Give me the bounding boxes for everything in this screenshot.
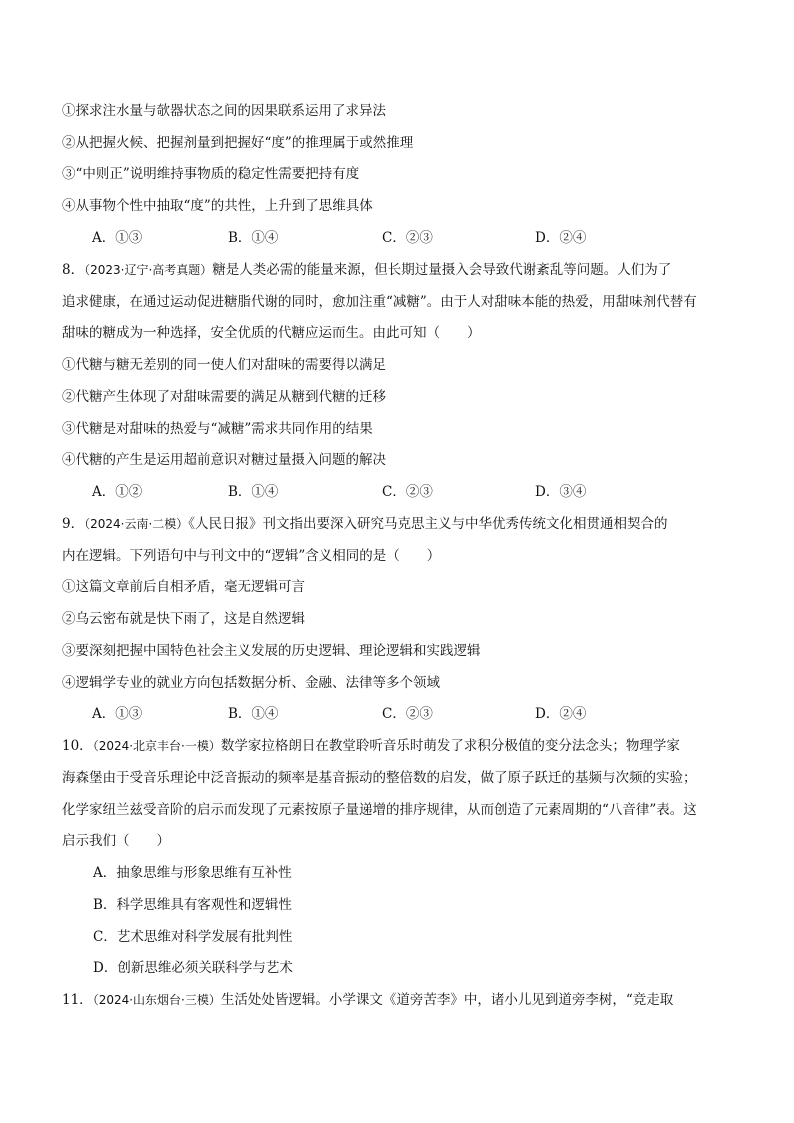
q9-stem-line-1 [62,514,742,534]
q7-statement-1: ①探求注水量与欹器状态之间的因果联系运用了求异法 [62,103,386,119]
q9-option-c: C．②③ [382,706,433,722]
q11-number: 11． [62,992,93,1008]
q10-choice-b: B．科学思维具有客观性和逻辑性 [93,897,292,913]
q8-source: （2023·辽宁·高考真题） [84,263,213,277]
q10-choice-a: A．抽象思维与形象思维有互补性 [93,865,292,881]
q9-option-a: A．①③ [92,706,143,722]
q9-option-b: B．①④ [228,706,279,722]
q9-statement-1: ①这篇文章前后自相矛盾，毫无逻辑可言 [62,579,305,595]
q8-statement-1: ①代糖与糖无差别的同一使人们对甜味的需要得以满足 [62,357,386,373]
q9-statement-4: ④逻辑学专业的就业方向包括数据分析、金融、法律等多个领域 [62,675,440,691]
q8-option-c: C．②③ [382,484,433,500]
q11-stem-text-1: 生活处处皆逻辑。小学课文《道旁苦李》中，诸小儿见到道旁李树，“竞走取 [220,992,674,1008]
q7-option-d: D．②④ [535,230,587,246]
q10-stem-line-3: 化学家纽兰兹受音阶的启示而发现了元素按原子量递增的排序规律，从而创造了元素周期的“八音律”表。这 [62,802,697,818]
q7-option-b: B．①④ [228,230,279,246]
q7-option-c: C．②③ [382,230,433,246]
q7-option-a: A．①③ [92,230,143,246]
q8-option-b: B．①④ [228,484,279,500]
q9-stem-line-2: 内在逻辑。下列语句中与刊文中的“逻辑”含义相同的是（ ） [62,548,441,564]
q9-source: （2024·云南·二模） [84,517,189,531]
q7-statement-4: ④从事物个性中抽取“度”的共性，上升到了思维具体 [62,198,373,214]
q11-stem-line-1 [62,990,742,1010]
q8-number: 8． [62,262,85,278]
q9-option-d: D．②④ [535,706,587,722]
q8-statement-3: ③代糖是对甜味的热爱与“减糖”需求共同作用的结果 [62,421,373,437]
q9-statement-3: ③要深刻把握中国特色社会主义发展的历史逻辑、理论逻辑和实践逻辑 [62,643,481,659]
q10-stem-text-1: 数学家拉格朗日在教堂聆听音乐时萌发了求积分极值的变分法念头；物理学家 [220,738,680,754]
q9-statement-2: ②乌云密布就是快下雨了，这是自然逻辑 [62,611,305,627]
q8-option-d: D．③④ [535,484,587,500]
q7-statement-2: ②从把握火候、把握剂量到把握好“度”的推理属于或然推理 [62,135,414,151]
q9-stem-text-1: 《人民日报》刊文指出要深入研究马克思主义与中华优秀传统文化相贯通相契合的 [188,516,668,532]
q8-stem-line-2: 追求健康，在通过运动促进糖脂代谢的同时，愈加注重“减糖”。由于人对甜味本能的热爱，用甜味剂代替有 [62,294,697,310]
q8-statement-4: ④代糖的产生是运用超前意识对糖过量摄入问题的解决 [62,452,386,468]
q10-choice-d: D．创新思维必须关联科学与艺术 [93,960,293,976]
q10-stem-line-4: 启示我们（ ） [62,833,170,849]
q7-statement-3: ③“中则正”说明维持事物质的稳定性需要把持有度 [62,166,360,182]
q8-stem-line-1 [62,260,742,280]
q11-source: （2024·山东烟台·三模） [92,993,221,1007]
q8-stem-text-1: 糖是人类必需的能量来源，但长期过量摄入会导致代谢紊乱等问题。人们为了 [212,262,672,278]
q8-option-a: A．①② [92,484,143,500]
q10-number: 10． [62,738,93,754]
q10-source: （2024·北京丰台·一模） [92,739,221,753]
q8-stem-line-3: 甜味的糖成为一种选择，安全优质的代糖应运而生。由此可知（ ） [62,325,481,341]
q8-statement-2: ②代糖产生体现了对甜味需要的满足从糖到代糖的迁移 [62,389,386,405]
q10-stem-line-2: 海森堡由于受音乐理论中泛音振动的频率是基音振动的整倍数的启发，做了原子跃迁的基频与次频的实验； [62,770,697,786]
q10-choice-c: C．艺术思维对科学发展有批判性 [93,929,293,945]
q9-number: 9． [62,516,85,532]
q10-stem-line-1 [62,736,742,756]
